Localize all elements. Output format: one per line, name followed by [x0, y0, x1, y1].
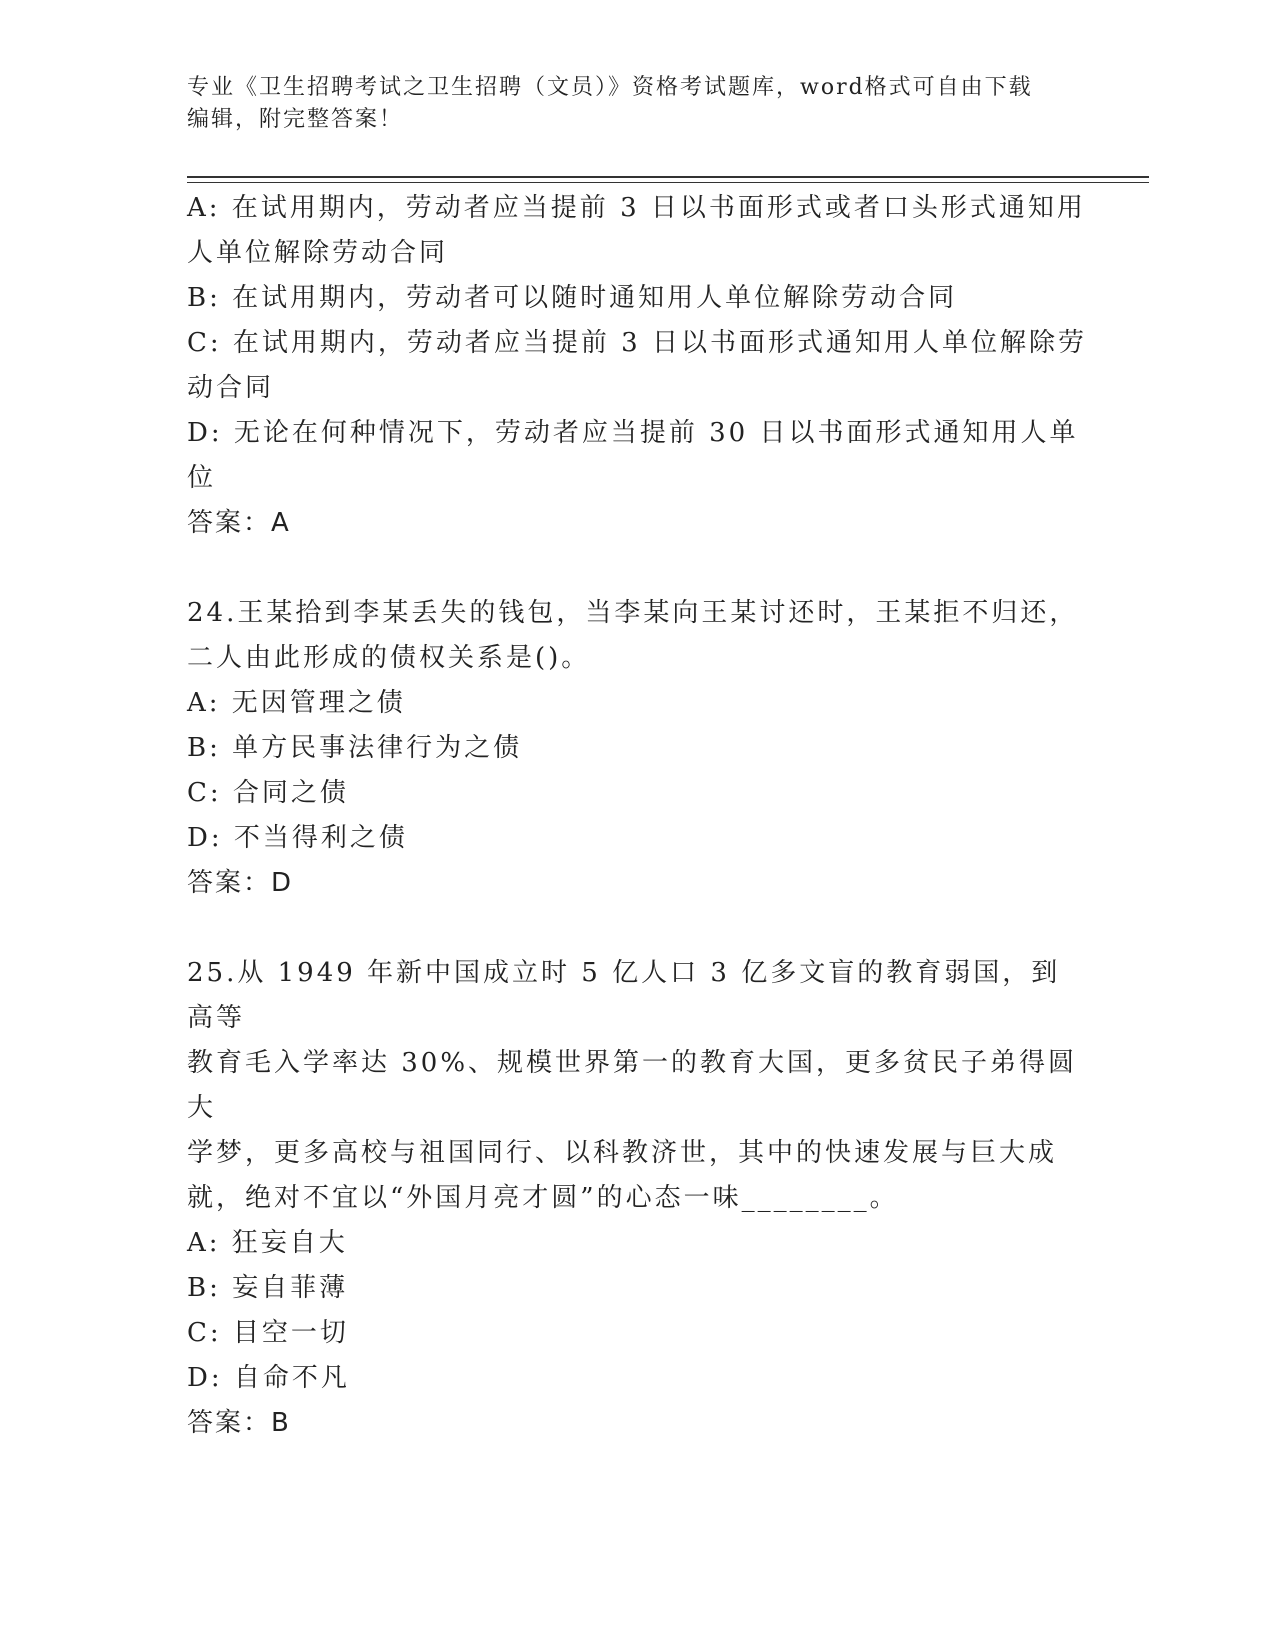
q24-stem-line-1: 24.王某拾到李某丢失的钱包，当李某向王某讨还时，王某拒不归还，	[187, 598, 1079, 628]
q24-option-a: A: 无因管理之债	[187, 688, 406, 718]
q25-option-d: D: 自命不凡	[187, 1363, 350, 1393]
q23-option-b: B: 在试用期内，劳动者可以随时通知用人单位解除劳动合同	[187, 283, 958, 313]
q24-option-c: C: 合同之债	[187, 778, 349, 808]
q25-option-b: B: 妄自菲薄	[187, 1273, 349, 1303]
q23-option-a-line-2: 人单位解除劳动合同	[187, 238, 449, 268]
q24-option-d: D: 不当得利之债	[187, 823, 408, 853]
q24-answer: 答案：D	[187, 868, 294, 898]
q25-stem-line-2: 教育毛入学率达 30%、规模世界第一的教育大国，更多贫民子弟得圆大	[187, 1048, 1078, 1123]
q25-option-a: A: 狂妄自大	[187, 1228, 348, 1258]
question-24	[187, 591, 1087, 906]
spacer	[187, 906, 1087, 951]
header-line-1: 专业《卫生招聘考试之卫生招聘（文员）》资格考试题库，word格式可自由下载	[187, 75, 1033, 100]
question-25	[187, 951, 1087, 1446]
q25-stem-line-3: 学梦，更多高校与祖国同行、以科教济世，其中的快速发展与巨大成	[187, 1138, 1058, 1168]
q24-option-b: B: 单方民事法律行为之债	[187, 733, 523, 763]
q23-answer: 答案：A	[187, 508, 291, 538]
header-divider-thick	[187, 176, 1149, 178]
q23-option-c-line-1: C: 在试用期内，劳动者应当提前 3 日以书面形式通知用人单位解除劳	[187, 328, 1087, 358]
document-header	[187, 72, 1067, 136]
q23-option-c-line-2: 动合同	[187, 373, 275, 403]
q25-option-c: C: 目空一切	[187, 1318, 349, 1348]
q25-stem-line-1: 25.从 1949 年新中国成立时 5 亿人口 3 亿多文盲的教育弱国，到高等	[187, 958, 1061, 1033]
q23-option-d-line-1: D: 无论在何种情况下，劳动者应当提前 30 日以书面形式通知用人单	[187, 418, 1079, 448]
q25-answer: 答案：B	[187, 1408, 291, 1438]
question-23	[187, 186, 1087, 546]
header-divider-thin	[187, 182, 1149, 183]
q25-stem-line-4: 就，绝对不宜以“外国月亮才圆”的心态一味________。	[187, 1183, 899, 1213]
spacer	[187, 546, 1087, 591]
header-line-2: 编辑，附完整答案！	[187, 107, 404, 132]
q23-option-d-line-2: 位	[187, 463, 217, 493]
question-list	[187, 186, 1087, 1446]
q24-stem-line-2: 二人由此形成的债权关系是()。	[187, 643, 591, 673]
q23-option-a-line-1: A: 在试用期内，劳动者应当提前 3 日以书面形式或者口头形式通知用	[187, 193, 1086, 223]
